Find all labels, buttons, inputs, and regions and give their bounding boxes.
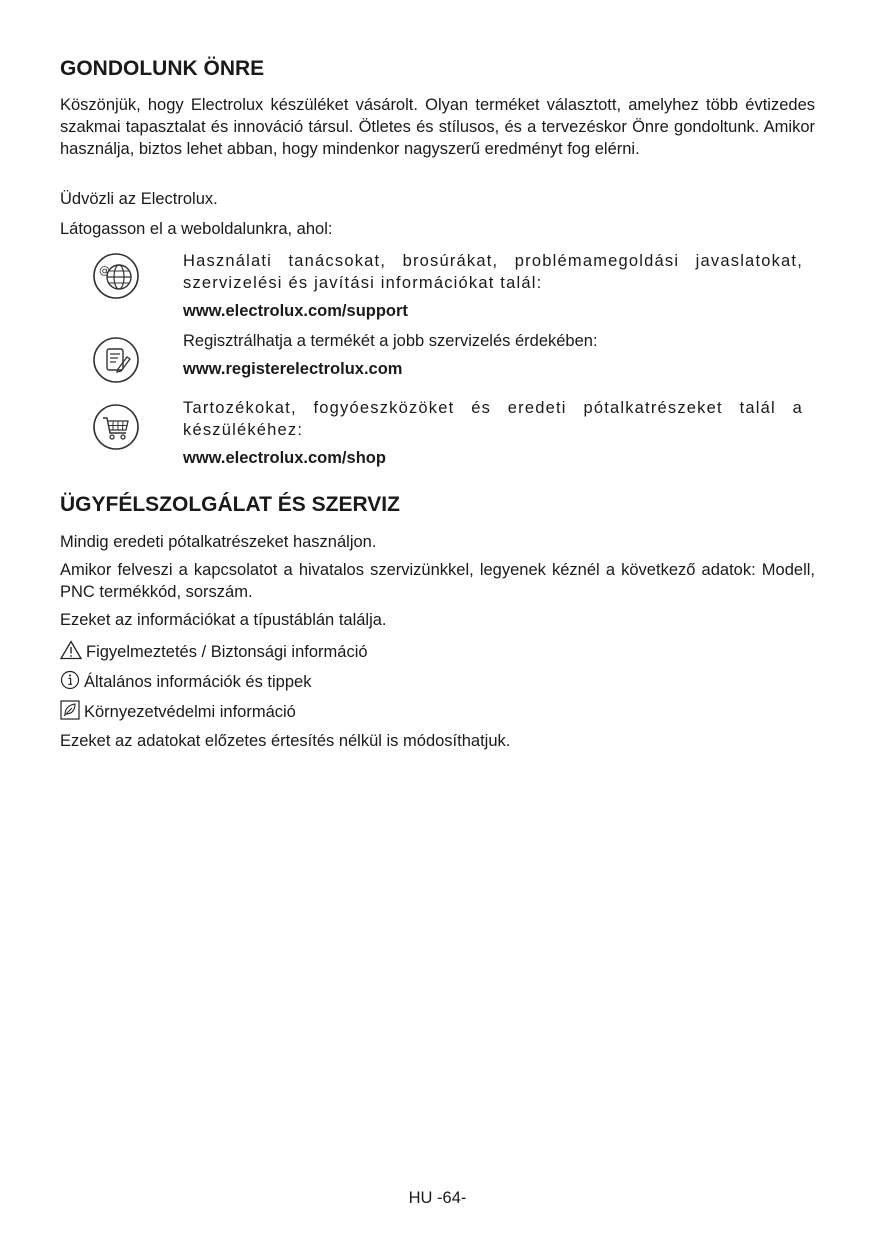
legend-environment — [60, 700, 296, 723]
contact-service-text: Amikor felveszi a kapcsolatot a hivatalos szervizünkkel, legyenek kéznél a következő adatok: Modell, PNC termékkód, sorszám. — [60, 561, 815, 601]
intro-paragraph: Köszönjük, hogy Electrolux készüléket vásárolt. Olyan terméket választott, amelyhez több évtizedes szakmai tapasztalat és innováció társul. Ötletes és stílusos, és a tervezéskor Önre gondoltunk. Amikor használja, biztos lehet abban, hogy mindenkor nagyszerű eredményt fog elérni. — [60, 96, 815, 158]
original-parts-text: Mindig eredeti pótalkatrészeket használjon. — [60, 533, 377, 551]
register-link[interactable]: www.registerelectrolux.com — [183, 360, 403, 378]
shop-link[interactable]: www.electrolux.com/shop — [183, 449, 386, 467]
section-title-gondolunk-onre: GONDOLUNK ÖNRE — [60, 57, 265, 80]
page-number: HU -64- — [408, 1189, 467, 1207]
svg-text:@: @ — [99, 264, 110, 277]
info-circle-icon — [60, 673, 84, 691]
legend-warning-label: Figyelmeztetés / Biztonsági információ — [86, 643, 368, 661]
visit-text: Látogasson el a weboldalunkra, ahol: — [60, 220, 333, 238]
section-title-ugyfelszolgalat: ÜGYFÉLSZOLGÁLAT ÉS SZERVIZ — [60, 493, 400, 516]
leaf-box-icon — [60, 703, 84, 721]
change-notice-text: Ezeket az adatokat előzetes értesítés nélkül is módosíthatjuk. — [60, 732, 511, 750]
welcome-text: Üdvözli az Electrolux. — [60, 190, 218, 208]
legend-info-label: Általános információk és tippek — [84, 673, 312, 691]
shopping-cart-icon — [92, 403, 140, 451]
register-document-icon — [92, 336, 140, 384]
legend-environment-label: Környezetvédelmi információ — [84, 703, 296, 721]
legend-info — [60, 670, 311, 693]
support-link[interactable]: www.electrolux.com/support — [183, 302, 408, 320]
support-description: Használati tanácsokat, brosúrákat, problémamegoldási javaslatokat, szervizelési és javítási információkat talál: — [183, 252, 803, 292]
warning-triangle-icon — [60, 643, 86, 661]
globe-at-icon — [92, 252, 140, 300]
register-description: Regisztrálhatja a termékét a jobb szervizelés érdekében: — [183, 332, 598, 350]
legend-warning — [60, 640, 368, 663]
shop-description: Tartozékokat, fogyóeszközöket és eredeti pótalkatrészeket talál a készülékéhez: — [183, 399, 803, 439]
rating-plate-text: Ezeket az információkat a típustáblán találja. — [60, 611, 387, 629]
